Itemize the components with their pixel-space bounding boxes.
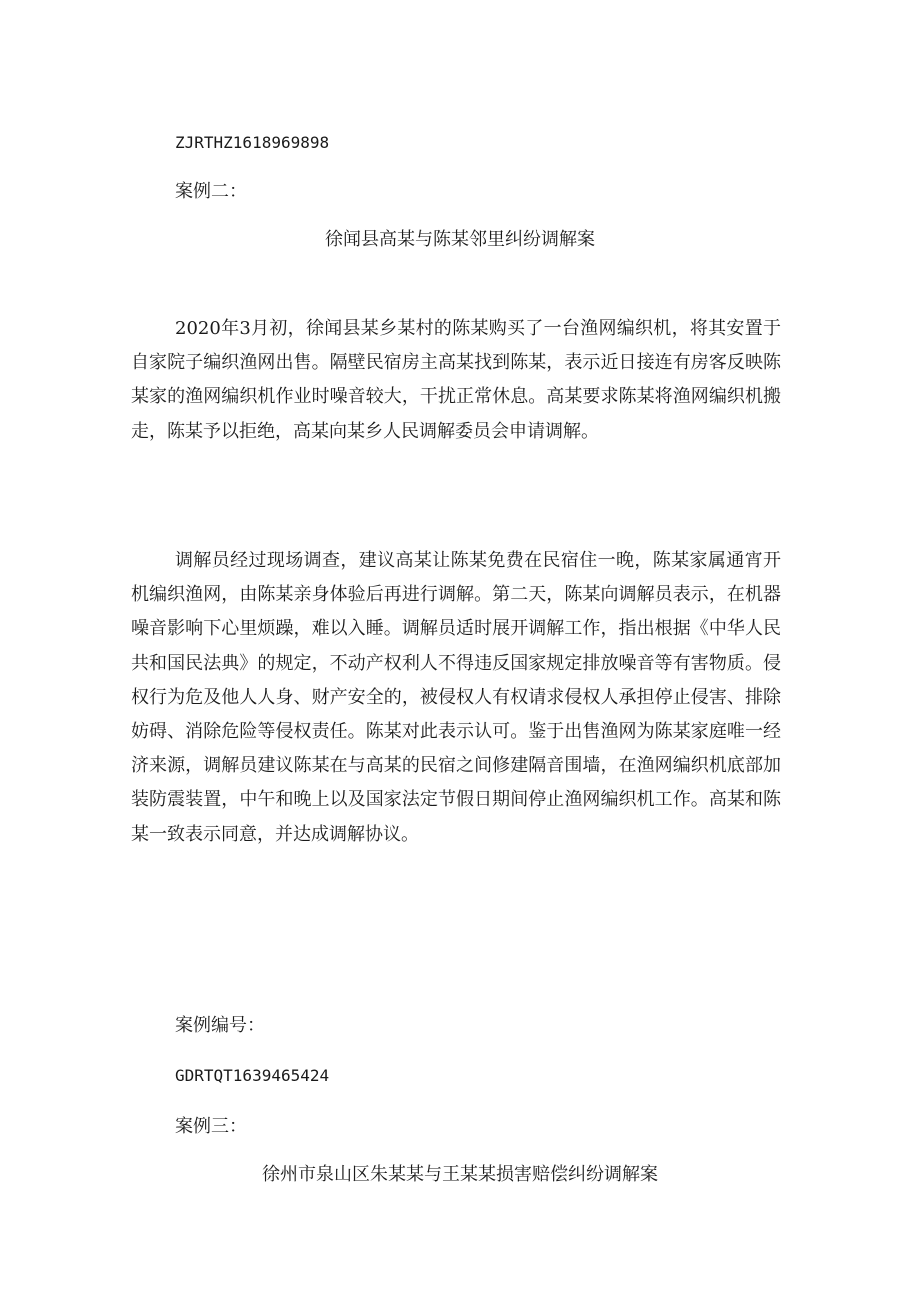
paragraph-2: 调解员经过现场调查，建议高某让陈某免费在民宿住一晚，陈某家属通宵开机编织渔网，由陈某亲身体验后再进行调解。第二天，陈某向调解员表示，在机器噪音影响下心里烦躁，难以入睡。调解员适时展开调解工作，指出根据《中华人民共和国民法典》的规定，不动产权利人不得违反国家规定排放噪音等有害物质。侵权行为危及他人人身、财产安全的，被侵权人有权请求侵权人承担停止侵害、排除妨碍、消除危险等侵权责任。陈某对此表示认可。鉴于出售渔网为陈某家庭唯一经济来源，调解员建议陈某在与高某的民宿之间修建隔音围墙，在渔网编织机底部加装防震装置，中午和晚上以及国家法定节假日期间停止渔网编织机工作。高某和陈某一致表示同意，并达成调解协议。 xyxy=(131,550,781,845)
case-two-title: 徐闻县高某与陈某邻里纠纷调解案 xyxy=(325,229,595,250)
case-three-label: 案例三： xyxy=(175,1116,247,1137)
case-number-label: 案例编号： xyxy=(175,1015,265,1036)
case-two-label: 案例二： xyxy=(175,181,247,202)
case-code-1: ZJRTHZ1618969898 xyxy=(175,133,330,152)
case-three-title: 徐州市泉山区朱某某与王某某损害赔偿纠纷调解案 xyxy=(262,1164,658,1185)
case-code-2: GDRTQT1639465424 xyxy=(175,1066,330,1085)
paragraph-1: 2020年3月初，徐闻县某乡某村的陈某购买了一台渔网编织机，将其安置于自家院子编织渔网出售。隔壁民宿房主高某找到陈某，表示近日接连有房客反映陈某家的渔网编织机作业时噪音较大，干扰正常休息。高某要求陈某将渔网编织机搬走，陈某予以拒绝，高某向某乡人民调解委员会申请调解。 xyxy=(131,318,781,442)
